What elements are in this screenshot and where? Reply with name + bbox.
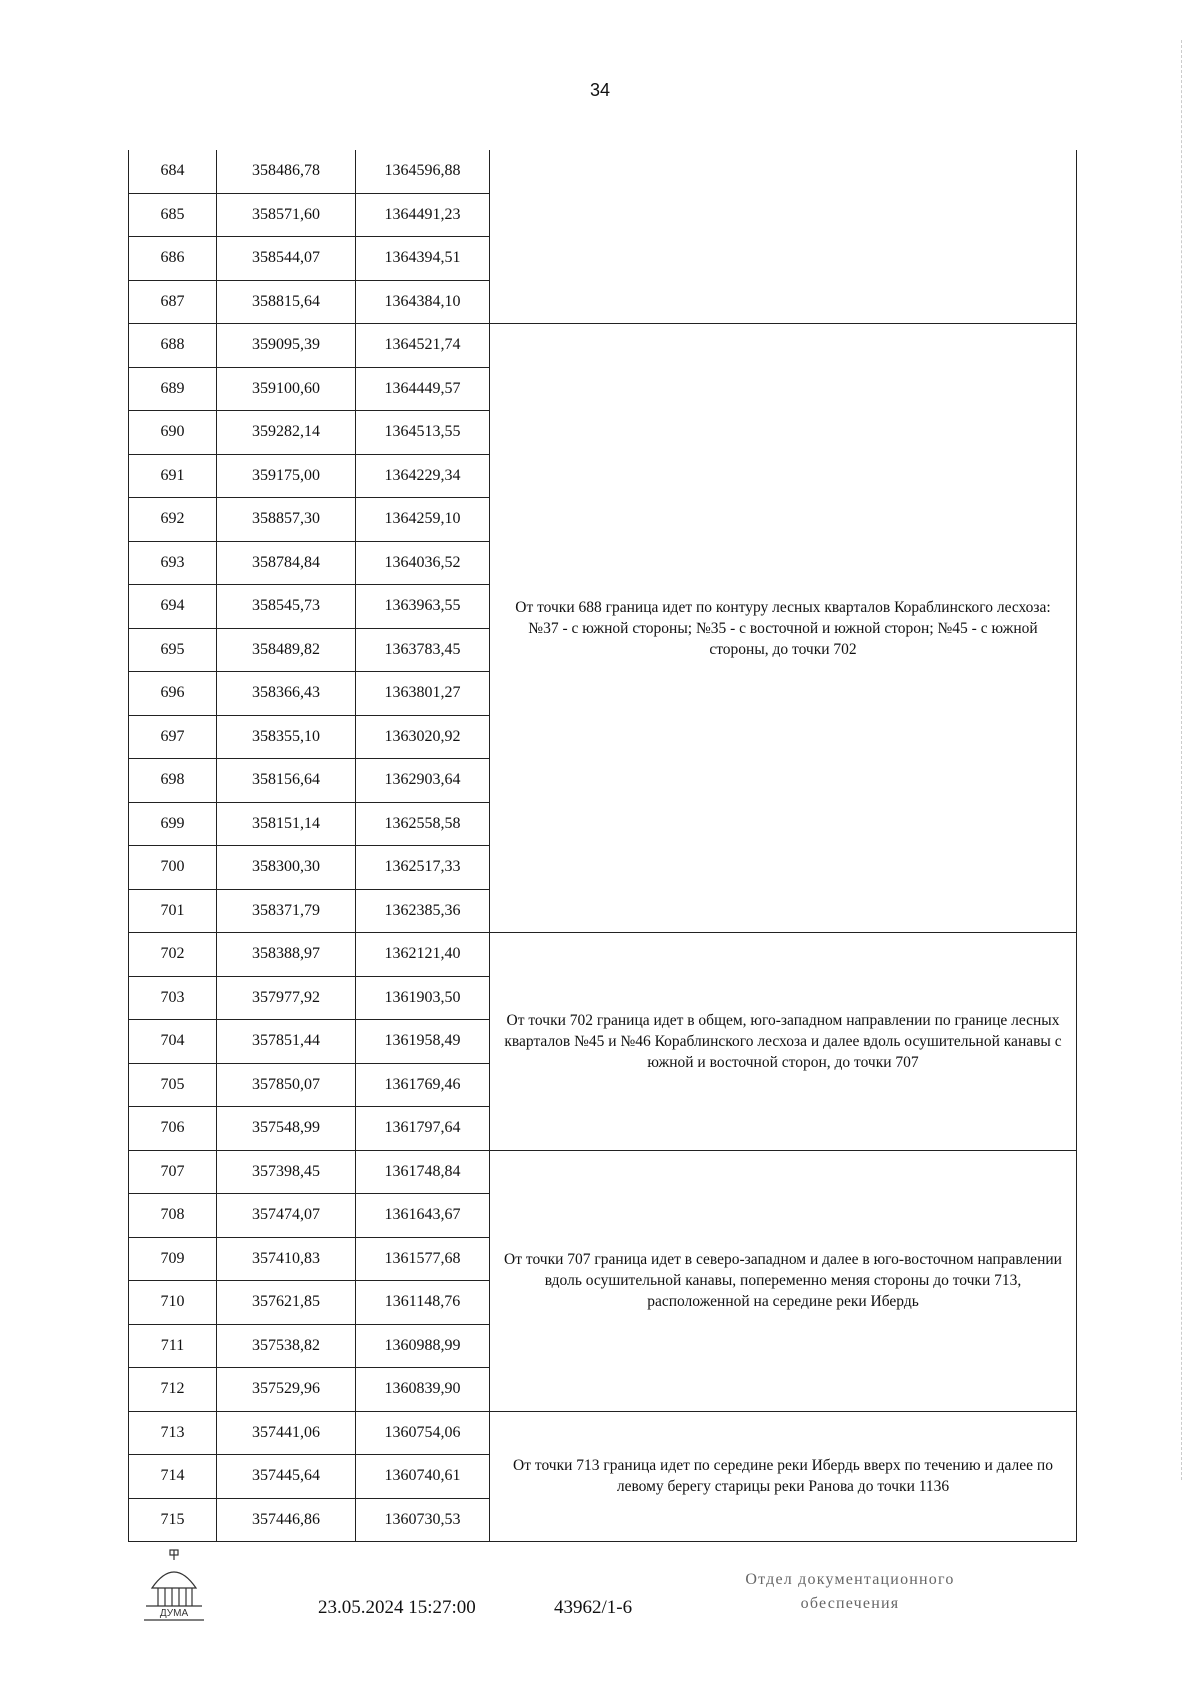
x-coordinate-cell: 358571,60 [217,193,356,237]
y-coordinate-cell: 1364596,88 [356,150,490,193]
y-coordinate-cell: 1361797,64 [356,1107,490,1151]
x-coordinate-cell: 357851,44 [217,1020,356,1064]
y-coordinate-cell: 1363783,45 [356,628,490,672]
duma-logo-icon [140,1548,208,1626]
x-coordinate-cell: 357850,07 [217,1063,356,1107]
x-coordinate-cell: 357538,82 [217,1324,356,1368]
x-coordinate-cell: 358489,82 [217,628,356,672]
point-number-cell: 687 [129,280,217,324]
y-coordinate-cell: 1361748,84 [356,1150,490,1194]
point-number-cell: 701 [129,889,217,933]
y-coordinate-cell: 1362517,33 [356,846,490,890]
boundary-description-cell: От точки 707 граница идет в северо-западном и далее в юго-восточном направлении вдоль осушительной канавы, попеременно меняя стороны до точки 713, расположенной на середине реки Ибердь [490,1150,1077,1411]
y-coordinate-cell: 1363963,55 [356,585,490,629]
x-coordinate-cell: 357441,06 [217,1411,356,1455]
y-coordinate-cell: 1364229,34 [356,454,490,498]
y-coordinate-cell: 1361769,46 [356,1063,490,1107]
point-number-cell: 708 [129,1194,217,1238]
x-coordinate-cell: 358151,14 [217,802,356,846]
y-coordinate-cell: 1361958,49 [356,1020,490,1064]
point-number-cell: 709 [129,1237,217,1281]
y-coordinate-cell: 1364036,52 [356,541,490,585]
y-coordinate-cell: 1364513,55 [356,411,490,455]
point-number-cell: 698 [129,759,217,803]
y-coordinate-cell: 1364259,10 [356,498,490,542]
y-coordinate-cell: 1363801,27 [356,672,490,716]
y-coordinate-cell: 1364521,74 [356,324,490,368]
x-coordinate-cell: 358857,30 [217,498,356,542]
stamp-line-1: Отдел документационного [745,1571,955,1588]
x-coordinate-cell: 358156,64 [217,759,356,803]
table-row [129,933,1077,977]
point-number-cell: 686 [129,237,217,281]
footer-timestamp: 23.05.2024 15:27:00 [318,1597,476,1618]
y-coordinate-cell: 1362903,64 [356,759,490,803]
y-coordinate-cell: 1361903,50 [356,976,490,1020]
y-coordinate-cell: 1361148,76 [356,1281,490,1325]
point-number-cell: 702 [129,933,217,977]
boundary-coordinates-table [128,150,1077,1542]
x-coordinate-cell: 358815,64 [217,280,356,324]
y-coordinate-cell: 1361643,67 [356,1194,490,1238]
y-coordinate-cell: 1364394,51 [356,237,490,281]
boundary-description-cell: От точки 688 граница идет по контуру лесных кварталов Кораблинского лесхоза: №37 - с южной стороны; №35 - с восточной и южной сторон; №45 - с южной стороны, до точки 702 [490,324,1077,933]
y-coordinate-cell: 1364384,10 [356,280,490,324]
point-number-cell: 707 [129,1150,217,1194]
point-number-cell: 714 [129,1455,217,1499]
point-number-cell: 706 [129,1107,217,1151]
page-number: 34 [589,80,611,100]
point-number-cell: 693 [129,541,217,585]
scan-margin-line [1181,40,1184,1480]
y-coordinate-cell: 1362558,58 [356,802,490,846]
y-coordinate-cell: 1364491,23 [356,193,490,237]
y-coordinate-cell: 1360754,06 [356,1411,490,1455]
boundary-description-cell: От точки 713 граница идет по середине реки Ибердь вверх по течению и далее по левому берегу старицы реки Ранова до точки 1136 [490,1411,1077,1542]
y-coordinate-cell: 1361577,68 [356,1237,490,1281]
point-number-cell: 691 [129,454,217,498]
x-coordinate-cell: 357474,07 [217,1194,356,1238]
x-coordinate-cell: 357446,86 [217,1498,356,1542]
table-row [129,324,1077,368]
x-coordinate-cell: 357529,96 [217,1368,356,1412]
x-coordinate-cell: 359175,00 [217,454,356,498]
x-coordinate-cell: 357548,99 [217,1107,356,1151]
point-number-cell: 690 [129,411,217,455]
y-coordinate-cell: 1360839,90 [356,1368,490,1412]
point-number-cell: 684 [129,150,217,193]
x-coordinate-cell: 359095,39 [217,324,356,368]
point-number-cell: 715 [129,1498,217,1542]
boundary-description-cell: От точки 702 граница идет в общем, юго-западном направлении по границе лесных кварталов №45 и №46 Кораблинского лесхоза и далее вдоль осушительной канавы с южной и восточной сторон, до точки 707 [490,933,1077,1151]
x-coordinate-cell: 358355,10 [217,715,356,759]
x-coordinate-cell: 359100,60 [217,367,356,411]
point-number-cell: 695 [129,628,217,672]
table-body [129,150,1077,1542]
x-coordinate-cell: 358544,07 [217,237,356,281]
point-number-cell: 711 [129,1324,217,1368]
boundary-description-cell [490,150,1077,324]
point-number-cell: 713 [129,1411,217,1455]
point-number-cell: 688 [129,324,217,368]
y-coordinate-cell: 1360730,53 [356,1498,490,1542]
x-coordinate-cell: 357398,45 [217,1150,356,1194]
point-number-cell: 710 [129,1281,217,1325]
y-coordinate-cell: 1360740,61 [356,1455,490,1499]
x-coordinate-cell: 358366,43 [217,672,356,716]
point-number-cell: 704 [129,1020,217,1064]
y-coordinate-cell: 1363020,92 [356,715,490,759]
point-number-cell: 685 [129,193,217,237]
y-coordinate-cell: 1362121,40 [356,933,490,977]
point-number-cell: 692 [129,498,217,542]
x-coordinate-cell: 358545,73 [217,585,356,629]
x-coordinate-cell: 358388,97 [217,933,356,977]
table-row [129,1411,1077,1455]
x-coordinate-cell: 358784,84 [217,541,356,585]
table-row [129,1150,1077,1194]
point-number-cell: 703 [129,976,217,1020]
point-number-cell: 699 [129,802,217,846]
x-coordinate-cell: 358371,79 [217,889,356,933]
svg-text:ДУМА: ДУМА [159,1608,189,1619]
x-coordinate-cell: 357445,64 [217,1455,356,1499]
point-number-cell: 697 [129,715,217,759]
y-coordinate-cell: 1364449,57 [356,367,490,411]
x-coordinate-cell: 357977,92 [217,976,356,1020]
y-coordinate-cell: 1360988,99 [356,1324,490,1368]
table-row [129,150,1077,193]
point-number-cell: 696 [129,672,217,716]
department-stamp [700,1568,1000,1616]
x-coordinate-cell: 357621,85 [217,1281,356,1325]
stamp-line-2: обеспечения [800,1595,900,1612]
x-coordinate-cell: 358300,30 [217,846,356,890]
point-number-cell: 694 [129,585,217,629]
point-number-cell: 705 [129,1063,217,1107]
point-number-cell: 700 [129,846,217,890]
x-coordinate-cell: 359282,14 [217,411,356,455]
y-coordinate-cell: 1362385,36 [356,889,490,933]
x-coordinate-cell: 357410,83 [217,1237,356,1281]
footer-document-number: 43962/1-6 [554,1597,633,1618]
point-number-cell: 689 [129,367,217,411]
x-coordinate-cell: 358486,78 [217,150,356,193]
point-number-cell: 712 [129,1368,217,1412]
